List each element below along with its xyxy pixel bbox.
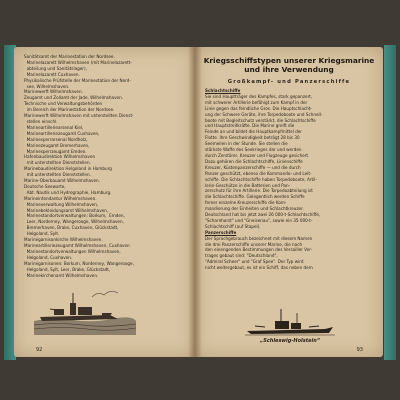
left-page-text-line: Abt. Nautik und Hydrographie, Hamburg. [24, 190, 112, 196]
warship-drawing-right [245, 307, 335, 337]
right-page-text-line: Dazu gehören die Schlachtschiffe, Linienschiffe [205, 159, 303, 165]
right-page-text-line: ung der Schwere Geräte, ihre Torpedoboote und Schnell- [205, 112, 323, 118]
left-page-text-line: Marineartilleriezeugamt Cuxhaven, [24, 131, 100, 137]
right-page-text-line: Schlachtschiffe [205, 89, 241, 94]
chapter-title-line1: Kriegsschiffstypen unserer Kriegsmarine [203, 56, 375, 65]
left-page-text-line: Marine-Oberbauamt Wilhelmshaven. [24, 179, 100, 185]
book-cover-right-edge [384, 45, 396, 360]
right-page-text-line: Sie sind Hauptträger des Kampfes, stark gepanzert, [205, 94, 313, 100]
right-page-text-line: lerie-Geschütze in die Batterien und Pan- [205, 183, 291, 189]
left-page [14, 47, 195, 357]
left-page-text-line: Hafenbaudirektion Wilhelmshaven [24, 155, 96, 161]
left-page-text-line: Marinekirchenamt Wilhelmshaven. [24, 273, 99, 279]
left-page-text-line: Marinelazarett Cuxhaven. [24, 72, 80, 78]
left-page-text-line: Leer, Norderney, Wangerooge, Wilhelmshaven, [24, 220, 124, 226]
right-page-text-line: die drei Panzerschiffe unserer Marine, die nach [205, 242, 303, 248]
left-page-text-line: Sanitätsamt der Marinestation der Nordsee. [24, 55, 115, 60]
left-page-text-line: Marinegarnisonkirche Wilhelmshaven. [24, 238, 103, 244]
chapter-title-line2: und ihre Verwendung [244, 65, 334, 74]
left-page-text-line: Marinegarnisonen: Borkum, Norderney, Wangerooge, [24, 261, 134, 267]
left-page-text-line: Marinelazarett Wilhelmshaven (mit Marinelazarett- [24, 60, 132, 66]
book-gutter [188, 47, 202, 357]
right-page [195, 47, 383, 357]
left-page-text-line: Marinezeugamt Bremerhaven, [24, 143, 90, 149]
right-page-text-line: und Hauptstreitkräfte. Die Marine greift die [205, 124, 295, 130]
left-page-text-line: Bremerhaven, Brake, Cuxhaven, Glückstadt, [24, 226, 119, 232]
right-page-text-line: trages gebaut sind: "Deutschland", [205, 254, 278, 260]
right-page-text [205, 89, 375, 272]
left-page-text-line: Marineartilleriezeugamt Wilhelmshaven, Cuxhaven [24, 244, 130, 249]
left-page-text-line: Helgoland, Sylt, Leer, Brake, Glückstadt, [24, 267, 111, 273]
left-page-text-line: Zeugamt und Zollamt der Jade, Wilhelmshaven. [24, 96, 123, 102]
right-page-text-line: ferner einzelne Kreuzerschiffe die Kom- [205, 201, 287, 207]
left-page-text-line: Marinestandortverwaltungen: Borkum, Emden, [24, 214, 125, 220]
left-page-text-line: Marinesperrarsenal Nordholz, [24, 137, 88, 143]
right-page-text-line: mandierung der Einheiten und Schlachtkreuzer. [205, 207, 304, 213]
left-page-text-line: Marinewerft Wilhelmshaven. [24, 90, 83, 96]
right-page-text-line: Der Sprachgebrauch bezeichnet mit diesem Namen [205, 236, 313, 242]
left-page-text-line: Marinebekleidungsamt Wilhelmshaven, [24, 208, 109, 214]
right-page-text-line: Schlachtschiff (auf Stapel). [205, 224, 261, 230]
left-page-text-line: Deutsche Seewarte, [24, 184, 66, 190]
left-page-text-line: Marinesperrzeugamt Emden. [24, 149, 87, 155]
left-page-text-line: Marinestandortverwaltungen Wilhelmshaven, [24, 249, 121, 255]
right-page-text-line: schiffe. Die Schlachtschiffe haben Torpedoboote, Artil- [205, 177, 317, 183]
right-page-text-line: mit schwerer Artillerie befähigt zum Kampf in der [205, 100, 308, 106]
right-page-text-line: Feinde an und bildet die Hauptkampfmittel der [205, 130, 302, 136]
warship-drawing-left [32, 287, 136, 335]
left-page-text-line: mit unterstellten Dienststellen. [24, 161, 91, 167]
right-page-text-line: zerschutz für ihre Artillerie. Die Torpedoabteilung ist [205, 189, 313, 195]
right-page-text-line: Flotte. Ihre Geschwindigkeit beträgt 28 bis 30 [205, 136, 300, 142]
right-page-text-line: Linie gegen das feindliche Gros. Die Hauptschlacht- [205, 106, 312, 112]
left-page-text-line: Helgoland, Cuxhaven. [24, 255, 73, 261]
right-page-text-line: den einengenden Bestimmungen des Versailler Ver- [205, 248, 313, 254]
illustration-caption: „Schleswig-Holstein“ [260, 338, 320, 344]
left-page-text-line: Helgoland, Sylt. [24, 232, 60, 238]
right-page-text-line: "Admiral Scheer" und "Graf Spee". Der Typ wird [205, 260, 304, 266]
left-page-text-line: mit unterstellten Dienststellen. [24, 173, 91, 179]
right-page-number: 93 [356, 347, 363, 353]
left-page-text-line: im Bereich der Marinestation der Nordsee. [24, 108, 115, 114]
left-page-text [24, 55, 189, 279]
section-heading: Großkampf- und Panzerschiffe [227, 79, 351, 85]
left-page-text-line: Marineartilleriearsenal Kiel, [24, 125, 84, 131]
right-page-text-line: Panzer geschützt, ebenso die Kommando- und Leit- [205, 171, 312, 177]
right-page-text-line: Deutschland hat bis jetzt zwei 26 000-t-Schlachtschiffe, [205, 213, 321, 219]
right-page-text-line: Seemeilen in der Stunde. Sie stellen die [205, 142, 288, 148]
right-page-text-line: boote mit Begleitschutz verstärkt, die Schlachtschiffe [205, 118, 316, 124]
right-page-text-line: Kreuzer, Küstenpanzerschiffe — und die durch [205, 165, 301, 171]
right-page-text-line: stärkste Waffe des Seekrieges dar und werden [205, 148, 302, 154]
left-page-text-line: Marineintendantur Wilhelmshaven. [24, 196, 97, 202]
right-page-text-line: nicht weitergebaut, es ist ein Schiff, das neben dem [205, 266, 313, 272]
right-page-text-line: "Scharnhorst" und "Gneisenau", sowie ein 35 000-t- [205, 218, 313, 224]
left-page-text-line: Marinebaudirektion Helgoland in Hamburg [24, 167, 112, 173]
left-page-text-line: abteilung und Sanitätslager), [24, 66, 87, 72]
left-page-text-line: Physikalische Prüfstelle der Marinestation der Nord- [24, 78, 131, 84]
left-page-text-line: stellen einschl. [24, 119, 58, 125]
left-page-text-line: Marineverwaltung Wilhelmshaven, [24, 202, 99, 208]
right-page-text-line: die Schlachtschiffe. Gelegentlich werden Schiffe [205, 195, 305, 201]
left-page-number: 92 [36, 347, 43, 353]
open-book [0, 45, 400, 360]
left-page-text-line: see, Wilhelmshaven. [24, 84, 70, 90]
right-page-text-line: durch Zerstörer, Kreuzer und Flugzeuge gesichert. [205, 153, 310, 159]
right-page-text-line: Panzerschiffe [205, 230, 237, 236]
left-page-text-line: Marinewerft Wilhelmshaven mit unterstellten Dienst- [24, 114, 134, 120]
left-page-text-line: Technische und Verwaltungsbehörden [24, 102, 103, 108]
